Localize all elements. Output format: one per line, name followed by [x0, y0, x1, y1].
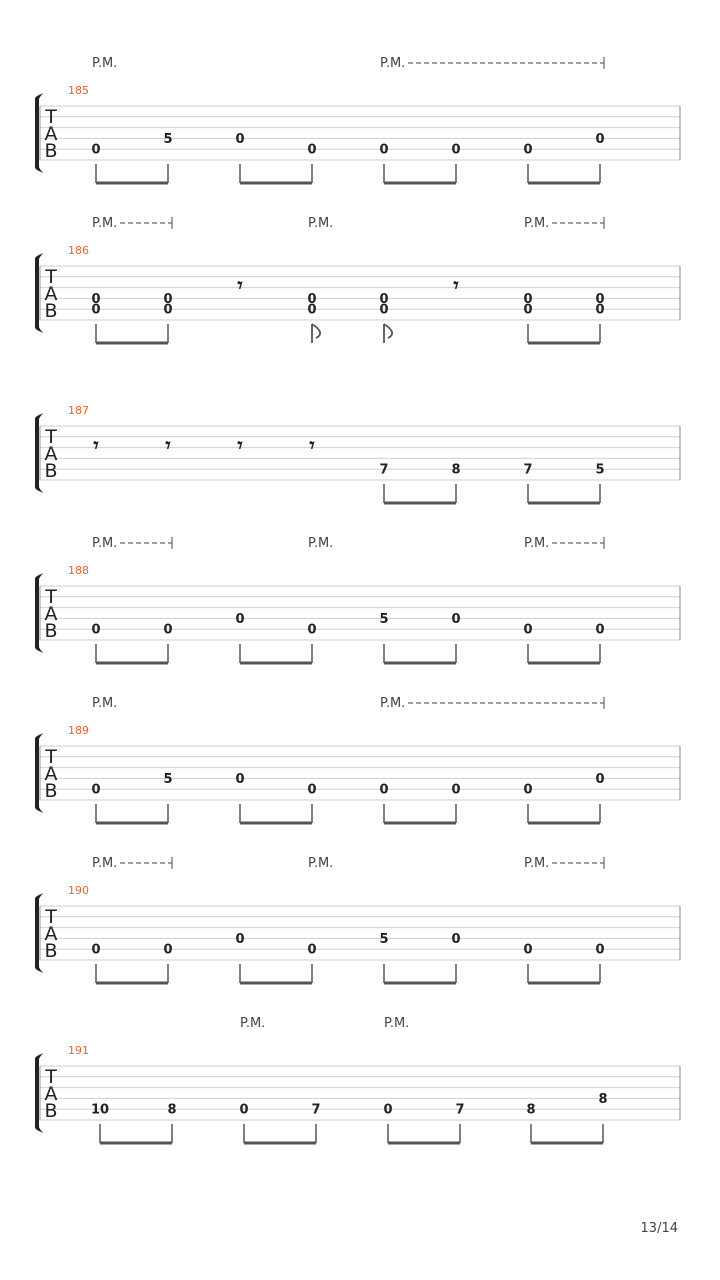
palm-mute-label: P.M.: [308, 216, 334, 231]
tab-clef-letter: T: [45, 586, 57, 608]
tab-clef-letter: A: [44, 603, 58, 625]
fret-number: 0: [595, 622, 605, 638]
tab-clef-letter: A: [44, 1083, 58, 1105]
tab-clef-letter: B: [44, 940, 58, 962]
eighth-rest: 𝄾: [165, 433, 171, 457]
fret-number: 0: [379, 142, 389, 158]
tab-clef-letter: B: [44, 140, 58, 162]
fret-number: 0: [91, 622, 101, 638]
fret-number: 0: [595, 131, 605, 147]
fret-number: 0: [163, 942, 173, 958]
fret-number: 0: [307, 302, 317, 318]
fret-number: 8: [167, 1102, 177, 1118]
fret-number: 0: [595, 291, 605, 307]
fret-number: 0: [235, 931, 245, 947]
palm-mute-label: P.M.: [524, 856, 550, 871]
palm-mute-label: P.M.: [240, 1016, 266, 1031]
tab-clef-letter: T: [45, 106, 57, 128]
tab-system: [35, 1016, 680, 1143]
fret-number: 0: [451, 931, 461, 947]
palm-mute-label: P.M.: [524, 216, 550, 231]
fret-number: 0: [523, 302, 533, 318]
tab-clef-letter: B: [44, 460, 58, 482]
eighth-rest: 𝄾: [237, 433, 243, 457]
system-bracket: [35, 93, 43, 173]
system-bracket: [35, 893, 43, 973]
fret-number: 8: [526, 1102, 536, 1118]
fret-number: 8: [451, 462, 461, 478]
eighth-rest: 𝄾: [453, 273, 459, 297]
palm-mute-label: P.M.: [92, 536, 118, 551]
fret-number: 0: [163, 302, 173, 318]
note-flag: [312, 324, 320, 338]
tab-clef-letter: B: [44, 620, 58, 642]
fret-number: 0: [91, 142, 101, 158]
tab-clef-letter: T: [45, 746, 57, 768]
fret-number: 0: [595, 302, 605, 318]
system-bracket: [35, 413, 43, 493]
fret-number: 7: [379, 462, 389, 478]
palm-mute-label: P.M.: [92, 216, 118, 231]
tab-clef-letter: A: [44, 283, 58, 305]
fret-number: 0: [523, 142, 533, 158]
fret-number: 7: [311, 1102, 321, 1118]
fret-number: 0: [163, 291, 173, 307]
fret-number: 0: [379, 302, 389, 318]
fret-number: 7: [455, 1102, 465, 1118]
tab-clef-letter: A: [44, 763, 58, 785]
fret-number: 0: [91, 291, 101, 307]
fret-number: 0: [307, 291, 317, 307]
fret-number: 5: [379, 611, 389, 627]
system-bracket: [35, 573, 43, 653]
fret-number: 0: [307, 942, 317, 958]
palm-mute-label: P.M.: [92, 856, 118, 871]
fret-number: 0: [523, 291, 533, 307]
fret-number: 8: [598, 1091, 608, 1107]
tab-system: [35, 696, 680, 823]
fret-number: 7: [523, 462, 533, 478]
bar-number: 190: [68, 884, 89, 897]
palm-mute-label: P.M.: [308, 856, 334, 871]
palm-mute-label: P.M.: [308, 536, 334, 551]
tab-clef-letter: B: [44, 1100, 58, 1122]
fret-number: 0: [307, 142, 317, 158]
fret-number: 0: [451, 142, 461, 158]
palm-mute-label: P.M.: [92, 696, 118, 711]
tab-clef-letter: T: [45, 426, 57, 448]
note-flag: [384, 324, 392, 338]
eighth-rest: 𝄾: [237, 273, 243, 297]
tab-clef-letter: T: [45, 1066, 57, 1088]
tab-clef-letter: T: [45, 266, 57, 288]
fret-number: 0: [595, 942, 605, 958]
eighth-rest: 𝄾: [93, 433, 99, 457]
eighth-rest: 𝄾: [309, 433, 315, 457]
fret-number: 0: [379, 291, 389, 307]
tab-clef-letter: A: [44, 443, 58, 465]
fret-number: 0: [91, 942, 101, 958]
palm-mute-label: P.M.: [92, 56, 118, 71]
fret-number: 0: [307, 622, 317, 638]
fret-number: 0: [379, 782, 389, 798]
fret-number: 0: [451, 782, 461, 798]
tab-clef-letter: B: [44, 300, 58, 322]
bar-number: 185: [68, 84, 89, 97]
fret-number: 0: [235, 131, 245, 147]
fret-number: 0: [307, 782, 317, 798]
palm-mute-label: P.M.: [524, 536, 550, 551]
fret-number: 10: [90, 1102, 110, 1118]
fret-number: 5: [379, 931, 389, 947]
fret-number: 0: [451, 611, 461, 627]
bar-number: 189: [68, 724, 89, 737]
palm-mute-label: P.M.: [384, 1016, 410, 1031]
tab-clef-letter: A: [44, 123, 58, 145]
fret-number: 0: [523, 782, 533, 798]
system-bracket: [35, 1053, 43, 1133]
system-bracket: [35, 733, 43, 813]
fret-number: 0: [91, 782, 101, 798]
tab-system: [35, 404, 680, 503]
tab-clef-letter: T: [45, 906, 57, 928]
bar-number: 186: [68, 244, 89, 257]
fret-number: 5: [163, 771, 173, 787]
system-bracket: [35, 253, 43, 333]
bar-number: 191: [68, 1044, 89, 1057]
fret-number: 0: [91, 302, 101, 318]
fret-number: 0: [163, 622, 173, 638]
fret-number: 5: [595, 462, 605, 478]
fret-number: 0: [523, 942, 533, 958]
fret-number: 0: [235, 611, 245, 627]
fret-number: 0: [383, 1102, 393, 1118]
tab-clef-letter: A: [44, 923, 58, 945]
bar-number: 188: [68, 564, 89, 577]
tab-system: [35, 216, 680, 343]
fret-number: 0: [595, 771, 605, 787]
palm-mute-label: P.M.: [380, 696, 406, 711]
fret-number: 0: [523, 622, 533, 638]
page-number: 13/14: [640, 1221, 678, 1236]
bar-number: 187: [68, 404, 89, 417]
fret-number: 5: [163, 131, 173, 147]
tab-clef-letter: B: [44, 780, 58, 802]
tab-system: [35, 856, 680, 983]
tab-system: [35, 536, 680, 663]
fret-number: 0: [239, 1102, 249, 1118]
tab-system: [35, 56, 680, 183]
palm-mute-label: P.M.: [380, 56, 406, 71]
fret-number: 0: [235, 771, 245, 787]
